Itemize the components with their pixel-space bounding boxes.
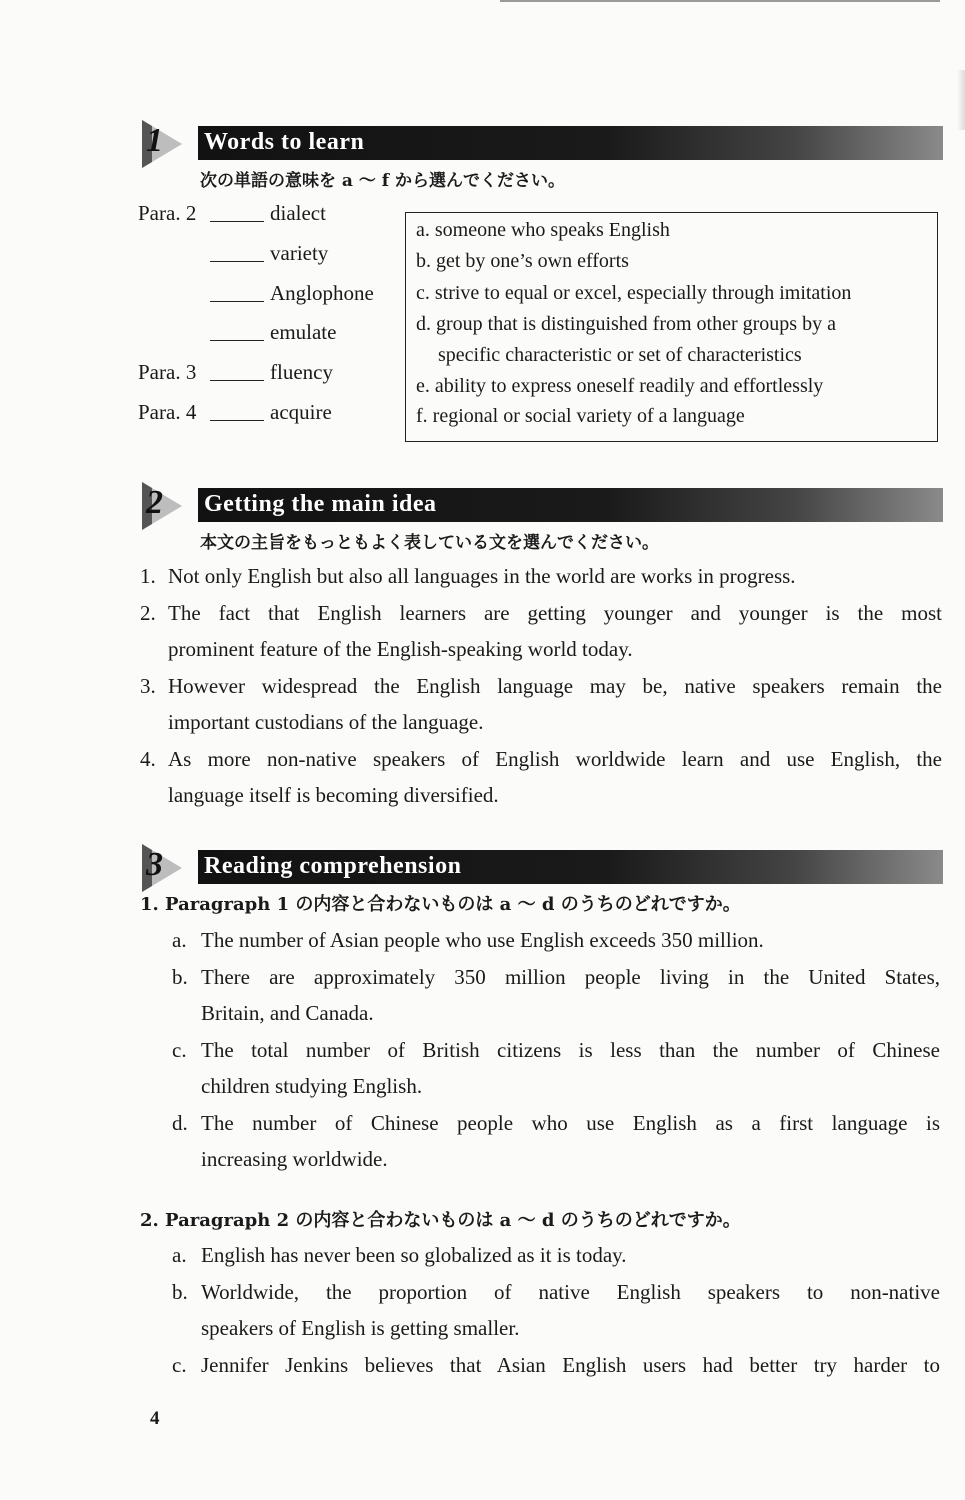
answer-blank[interactable] (210, 301, 264, 302)
option-letter: a. (172, 928, 187, 952)
option-number: 3. (140, 674, 156, 698)
option-text: Jennifer Jenkins believes that Asian English users had better try harder to (201, 1353, 940, 1377)
option-letter: c. (172, 1038, 187, 1062)
vocab-word: Anglophone (270, 281, 374, 305)
option-letter: c. (172, 1353, 187, 1377)
option-text: Not only English but also all languages in the world are works in progress. (168, 564, 796, 588)
definitions-box (405, 212, 938, 442)
para-label: Para. 2 (138, 201, 197, 225)
option-letter: b. (172, 1280, 188, 1304)
answer-blank[interactable] (210, 221, 264, 222)
vocab-word: variety (270, 241, 329, 265)
section-title: Getting the main idea (204, 491, 437, 517)
answer-blank[interactable] (210, 380, 264, 381)
section-title: Words to learn (204, 129, 365, 155)
option-text: The total number of British citizens is less than the number of Chinese (201, 1038, 940, 1062)
vocab-word: dialect (270, 201, 326, 225)
para-label: Para. 3 (138, 360, 197, 384)
option-text: The number of Chinese people who use English as a first language is (201, 1111, 940, 1135)
section-2-instruction: 本文の主旨をもっともよく表している文を選んでください。 (200, 533, 659, 553)
option-text: The number of Asian people who use English exceeds 350 million. (201, 928, 764, 952)
answer-blank[interactable] (210, 261, 264, 262)
page-number: 4 (150, 1408, 160, 1429)
option-text: There are approximately 350 million people living in the United States, (201, 965, 940, 989)
section-number: 3 (146, 846, 163, 883)
option-text: English has never been so globalized as it is today. (201, 1243, 627, 1267)
definition: f. regional or social variety of a language (416, 405, 745, 427)
definition: e. ability to express oneself readily and effortlessly (416, 375, 824, 397)
section-number-badge (138, 842, 190, 894)
section-1-instruction: 次の単語の意味を a ～ f から選んでください。 (200, 171, 566, 191)
option-number: 1. (140, 564, 156, 588)
top-rule (500, 0, 940, 2)
option-text: The fact that English learners are getting younger and younger is the most (168, 601, 942, 625)
option-letter: d. (172, 1111, 188, 1135)
section-2-header (138, 484, 943, 524)
answer-blank[interactable] (210, 420, 264, 421)
question-2-prompt: 2. Paragraph 2 の内容と合わないものは a ～ d のうちのどれですか。 (140, 1210, 741, 1231)
option-text-continued: language itself is becoming diversified. (168, 783, 499, 807)
option-text-continued: increasing worldwide. (201, 1147, 388, 1171)
question-1-prompt: 1. Paragraph 1 の内容と合わないものは a ～ d のうちのどれですか。 (140, 894, 741, 915)
definition: c. strive to equal or excel, especially through imitation (416, 282, 852, 304)
vocab-word: acquire (270, 400, 332, 424)
option-number: 4. (140, 747, 156, 771)
section-title-bar (198, 488, 943, 522)
section-title-bar (198, 850, 943, 884)
answer-blank[interactable] (210, 340, 264, 341)
page-edge-shadow (957, 70, 965, 130)
definition: d. group that is distinguished from other groups by a (416, 313, 836, 335)
section-3-header (138, 846, 943, 886)
option-text-continued: prominent feature of the English-speaking world today. (168, 637, 633, 661)
option-text-continued: speakers of English is getting smaller. (201, 1316, 520, 1340)
option-text: However widespread the English language may be, native speakers remain the (168, 674, 942, 698)
section-number: 2 (146, 484, 163, 521)
option-text-continued: children studying English. (201, 1074, 423, 1098)
definition: a. someone who speaks English (416, 219, 670, 241)
option-text-continued: important custodians of the language. (168, 710, 484, 734)
section-title: Reading comprehension (204, 853, 462, 879)
vocab-word: emulate (270, 320, 337, 344)
definition-continued: specific characteristic or set of characteristics (438, 344, 802, 366)
section-number-badge (138, 480, 190, 532)
section-number: 1 (146, 122, 163, 159)
option-letter: b. (172, 965, 188, 989)
option-text: As more non-native speakers of English worldwide learn and use English, the (168, 747, 942, 771)
option-text: Worldwide, the proportion of native English speakers to non-native (201, 1280, 940, 1304)
section-1-header (138, 122, 943, 162)
section-number-badge (138, 118, 190, 170)
option-text-continued: Britain, and Canada. (201, 1001, 374, 1025)
definition: b. get by one’s own efforts (416, 250, 629, 272)
section-title-bar (198, 126, 943, 160)
vocab-word: fluency (270, 360, 333, 384)
para-label: Para. 4 (138, 400, 197, 424)
option-number: 2. (140, 601, 156, 625)
option-letter: a. (172, 1243, 187, 1267)
